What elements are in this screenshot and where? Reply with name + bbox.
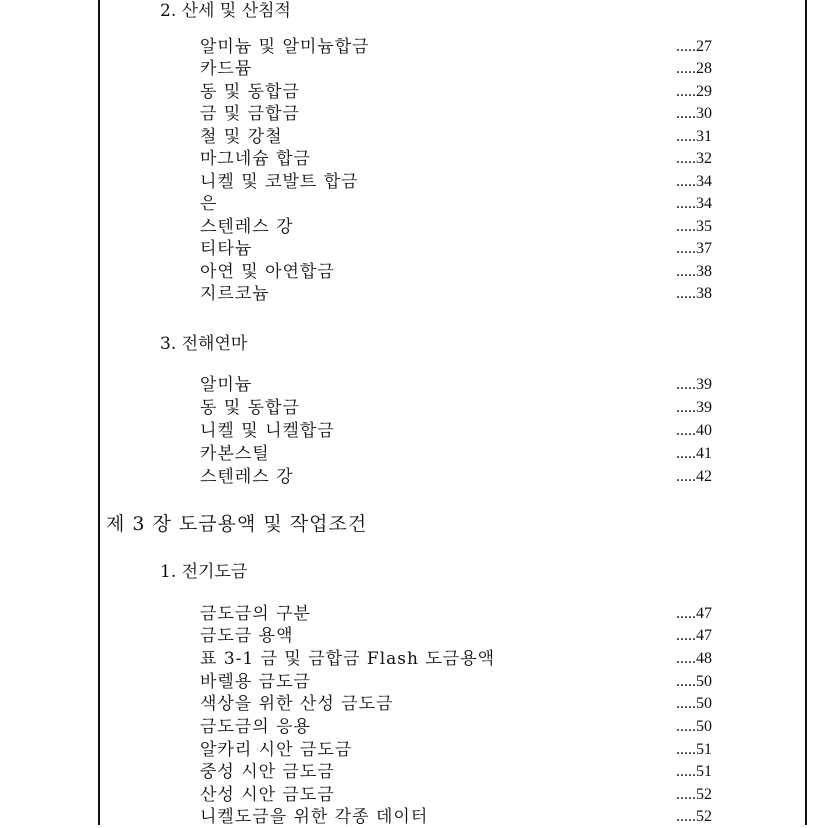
- entry-label: 은: [200, 194, 218, 214]
- toc-entry: [200, 81, 712, 103]
- entry-label: 니켈도금을 위한 각종 데이터: [200, 807, 429, 827]
- entry-label: 카드뮴: [200, 59, 253, 79]
- entry-page: .....40: [676, 422, 712, 439]
- entry-label: 금도금의 응용: [200, 717, 311, 737]
- entry-label: 카본스틸: [200, 444, 270, 464]
- entry-label: 티타늄: [200, 239, 253, 259]
- toc-entry: [200, 374, 712, 396]
- entry-page: .....47: [676, 627, 712, 644]
- entry-label: 동 및 동합금: [200, 398, 300, 418]
- entry-label: 색상을 위한 산성 금도금: [200, 694, 394, 714]
- toc-entry: [200, 716, 712, 738]
- toc-entry: [200, 420, 712, 442]
- toc-entry: [200, 466, 712, 488]
- entry-page: .....48: [676, 650, 712, 667]
- entry-page: .....31: [676, 128, 712, 145]
- entry-label: 알미늄 및 알미늄합금: [200, 37, 370, 57]
- entry-page: .....47: [676, 605, 712, 622]
- entry-page: .....52: [676, 786, 712, 803]
- toc-entry: [200, 171, 712, 193]
- entry-page: .....28: [676, 60, 712, 77]
- entry-page: .....35: [676, 218, 712, 235]
- chapter-3-heading: 제 3 장 도금용액 및 작업조건: [106, 513, 368, 535]
- toc-entry: [200, 443, 712, 465]
- toc-entry: [200, 671, 712, 693]
- entry-page: .....51: [676, 763, 712, 780]
- entry-label: 지르코늄: [200, 284, 270, 304]
- entry-label: 철 및 강철: [200, 127, 283, 147]
- entry-page: .....32: [676, 150, 712, 167]
- entry-label: 알미늄: [200, 375, 253, 395]
- toc-entry: [200, 603, 712, 625]
- entry-label: 산성 시안 금도금: [200, 785, 335, 805]
- toc-entry: [200, 238, 712, 260]
- toc-entry: [200, 625, 712, 647]
- entry-page: .....50: [676, 718, 712, 735]
- entry-page: .....34: [676, 173, 712, 190]
- toc-entry: [200, 761, 712, 783]
- entry-page: .....34: [676, 195, 712, 212]
- toc-entry: [200, 283, 712, 305]
- entry-page: .....52: [676, 808, 712, 825]
- toc-entry: [200, 784, 712, 806]
- entry-page: .....50: [676, 695, 712, 712]
- entry-page: .....37: [676, 240, 712, 257]
- entry-label: 동 및 동합금: [200, 82, 300, 102]
- entry-page: .....39: [676, 399, 712, 416]
- toc-entry: [200, 193, 712, 215]
- toc-entry: [200, 397, 712, 419]
- entry-page: .....51: [676, 741, 712, 758]
- toc-entry: [200, 739, 712, 761]
- toc-entry: [200, 261, 712, 283]
- entry-page: .....29: [676, 83, 712, 100]
- entry-label: 금도금 용액: [200, 626, 294, 646]
- entry-label: 스텐레스 강: [200, 467, 294, 487]
- toc-entry: [200, 216, 712, 238]
- toc-entry: [200, 103, 712, 125]
- entry-label: 니켈 및 니켈합금: [200, 421, 335, 441]
- entry-label: 중성 시안 금도금: [200, 762, 335, 782]
- entry-page: .....42: [676, 468, 712, 485]
- toc-entry: [200, 58, 712, 80]
- entry-page: .....41: [676, 445, 712, 462]
- entry-page: .....38: [676, 285, 712, 302]
- toc-entry: [200, 148, 712, 170]
- entry-label: 마그네슘 합금: [200, 149, 311, 169]
- entry-label: 금도금의 구분: [200, 604, 311, 624]
- entry-page: .....39: [676, 376, 712, 393]
- toc-entry: [200, 126, 712, 148]
- left-border-line: [98, 0, 100, 825]
- section-3-heading: 3. 전해연마: [160, 334, 248, 354]
- toc-entry: [200, 36, 712, 58]
- entry-label: 바렐용 금도금: [200, 672, 311, 692]
- entry-page: .....30: [676, 105, 712, 122]
- right-border-line: [805, 0, 807, 825]
- entry-page: .....27: [676, 38, 712, 55]
- entry-page: .....50: [676, 673, 712, 690]
- section-2-heading: 2. 산세 및 산침적: [160, 1, 291, 21]
- entry-label: 금 및 금합금: [200, 104, 300, 124]
- entry-label: 니켈 및 코발트 합금: [200, 172, 359, 192]
- entry-label: 알카리 시안 금도금: [200, 740, 353, 760]
- entry-label: 스텐레스 강: [200, 217, 294, 237]
- entry-label: 표 3-1 금 및 금합금 Flash 도금용액: [200, 649, 496, 669]
- toc-entry: [200, 693, 712, 715]
- toc-entry: [200, 648, 712, 670]
- entry-page: .....38: [676, 263, 712, 280]
- entry-label: 아연 및 아연합금: [200, 262, 335, 282]
- section-1-heading: 1. 전기도금: [160, 562, 248, 582]
